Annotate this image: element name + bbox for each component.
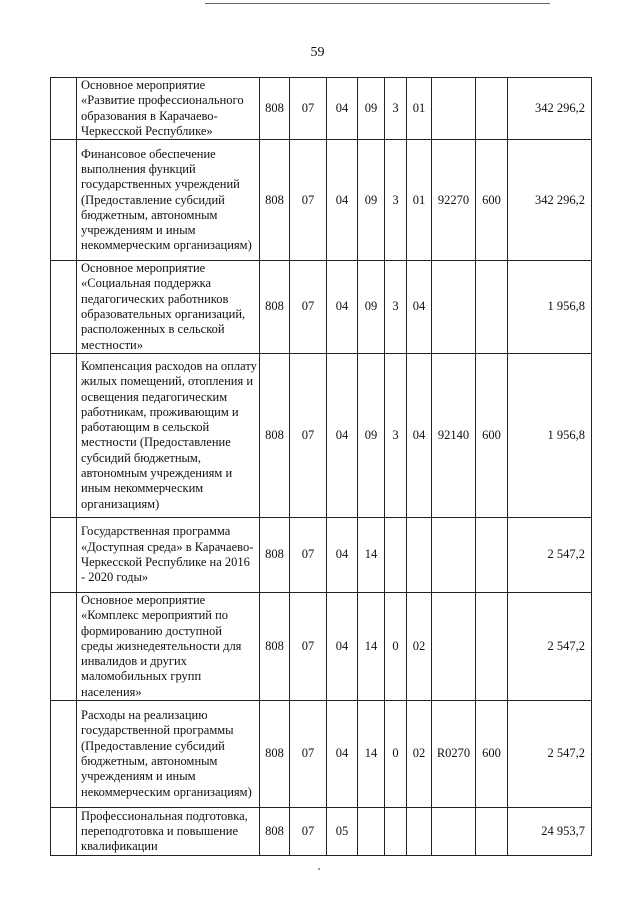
row-name: Основное мероприятие «Комплекс мероприятий по формированию доступной среды жизнедеятельности для инвалидов и других маломобильных групп населения» <box>77 592 260 700</box>
program-code: 09 <box>358 140 385 261</box>
subprogram-code: 3 <box>385 261 407 354</box>
subsection-code: 04 <box>327 78 358 140</box>
direction-code <box>432 517 476 592</box>
section-code: 07 <box>290 517 327 592</box>
event-code: 02 <box>407 701 432 808</box>
row-name: Государственная программа «Доступная среда» в Карачаево-Черкесской Республике на 2016 - 2020 годы» <box>77 517 260 592</box>
direction-code: 92270 <box>432 140 476 261</box>
event-code: 04 <box>407 261 432 354</box>
amount: 1 956,8 <box>508 261 592 354</box>
top-rule <box>205 3 550 4</box>
section-code: 07 <box>290 78 327 140</box>
subprogram-code <box>385 517 407 592</box>
table-row <box>51 701 592 808</box>
row-name: Финансовое обеспечение выполнения функций государственных учреждений (Предоставление субсидий бюджетным, автономным учреждениям и иным некоммерческим организациям) <box>77 140 260 261</box>
event-code <box>407 808 432 856</box>
direction-code <box>432 592 476 700</box>
blank-cell <box>51 261 77 354</box>
ministry-code: 808 <box>260 140 290 261</box>
expense-type-code <box>476 808 508 856</box>
section-code: 07 <box>290 808 327 856</box>
program-code: 09 <box>358 78 385 140</box>
page-number: 59 <box>310 45 325 60</box>
table-row <box>51 517 592 592</box>
subsection-code: 04 <box>327 517 358 592</box>
event-code <box>407 517 432 592</box>
row-name: Профессиональная подготовка, переподготовка и повышение квалификации <box>77 808 260 856</box>
table-row <box>51 78 592 140</box>
subsection-code: 04 <box>327 701 358 808</box>
amount: 24 953,7 <box>508 808 592 856</box>
program-code <box>358 808 385 856</box>
table-row <box>51 140 592 261</box>
amount: 2 547,2 <box>508 701 592 808</box>
ministry-code: 808 <box>260 808 290 856</box>
blank-cell <box>51 701 77 808</box>
blank-cell <box>51 140 77 261</box>
direction-code: R0270 <box>432 701 476 808</box>
amount: 342 296,2 <box>508 140 592 261</box>
amount: 342 296,2 <box>508 78 592 140</box>
program-code: 14 <box>358 517 385 592</box>
ministry-code: 808 <box>260 517 290 592</box>
section-code: 07 <box>290 701 327 808</box>
blank-cell <box>51 517 77 592</box>
ministry-code: 808 <box>260 78 290 140</box>
program-code: 09 <box>358 353 385 517</box>
subsection-code: 04 <box>327 592 358 700</box>
table-row <box>51 353 592 517</box>
blank-cell <box>51 592 77 700</box>
row-name: Компенсация расходов на оплату жилых помещений, отопления и освещения педагогическим работникам, проживающим и работающим в сельской местности (Предоставление субсидий бюджетным, автономным учреждениям и иным некоммерческим организациям) <box>77 353 260 517</box>
subprogram-code: 3 <box>385 353 407 517</box>
expense-type-code <box>476 78 508 140</box>
blank-cell <box>51 353 77 517</box>
section-code: 07 <box>290 140 327 261</box>
subsection-code: 04 <box>327 140 358 261</box>
expense-type-code <box>476 261 508 354</box>
direction-code <box>432 261 476 354</box>
subprogram-code <box>385 808 407 856</box>
row-name: Основное мероприятие «Развитие профессионального образования в Карачаево-Черкесской Республике» <box>77 78 260 140</box>
subsection-code: 04 <box>327 353 358 517</box>
expense-type-code: 600 <box>476 701 508 808</box>
row-name: Основное мероприятие «Социальная поддержка педагогических работников образовательных организаций, расположенных в сельской местности» <box>77 261 260 354</box>
table-row <box>51 261 592 354</box>
amount: 1 956,8 <box>508 353 592 517</box>
event-code: 02 <box>407 592 432 700</box>
expense-type-code <box>476 517 508 592</box>
event-code: 01 <box>407 78 432 140</box>
table-row <box>51 592 592 700</box>
table-row <box>51 808 592 856</box>
budget-table <box>50 77 592 856</box>
expense-type-code: 600 <box>476 140 508 261</box>
program-code: 14 <box>358 592 385 700</box>
section-code: 07 <box>290 353 327 517</box>
direction-code: 92140 <box>432 353 476 517</box>
section-code: 07 <box>290 261 327 354</box>
subsection-code: 05 <box>327 808 358 856</box>
program-code: 09 <box>358 261 385 354</box>
ministry-code: 808 <box>260 701 290 808</box>
subsection-code: 04 <box>327 261 358 354</box>
blank-cell <box>51 78 77 140</box>
direction-code <box>432 808 476 856</box>
blank-cell <box>51 808 77 856</box>
scan-speck <box>318 868 320 870</box>
subprogram-code: 3 <box>385 78 407 140</box>
ministry-code: 808 <box>260 353 290 517</box>
program-code: 14 <box>358 701 385 808</box>
subprogram-code: 3 <box>385 140 407 261</box>
ministry-code: 808 <box>260 261 290 354</box>
expense-type-code: 600 <box>476 353 508 517</box>
row-name: Расходы на реализацию государственной программы (Предоставление субсидий бюджетным, автономным учреждениям и иным некоммерческим организациям) <box>77 701 260 808</box>
subprogram-code: 0 <box>385 701 407 808</box>
direction-code <box>432 78 476 140</box>
section-code: 07 <box>290 592 327 700</box>
amount: 2 547,2 <box>508 592 592 700</box>
event-code: 01 <box>407 140 432 261</box>
subprogram-code: 0 <box>385 592 407 700</box>
expense-type-code <box>476 592 508 700</box>
event-code: 04 <box>407 353 432 517</box>
ministry-code: 808 <box>260 592 290 700</box>
amount: 2 547,2 <box>508 517 592 592</box>
